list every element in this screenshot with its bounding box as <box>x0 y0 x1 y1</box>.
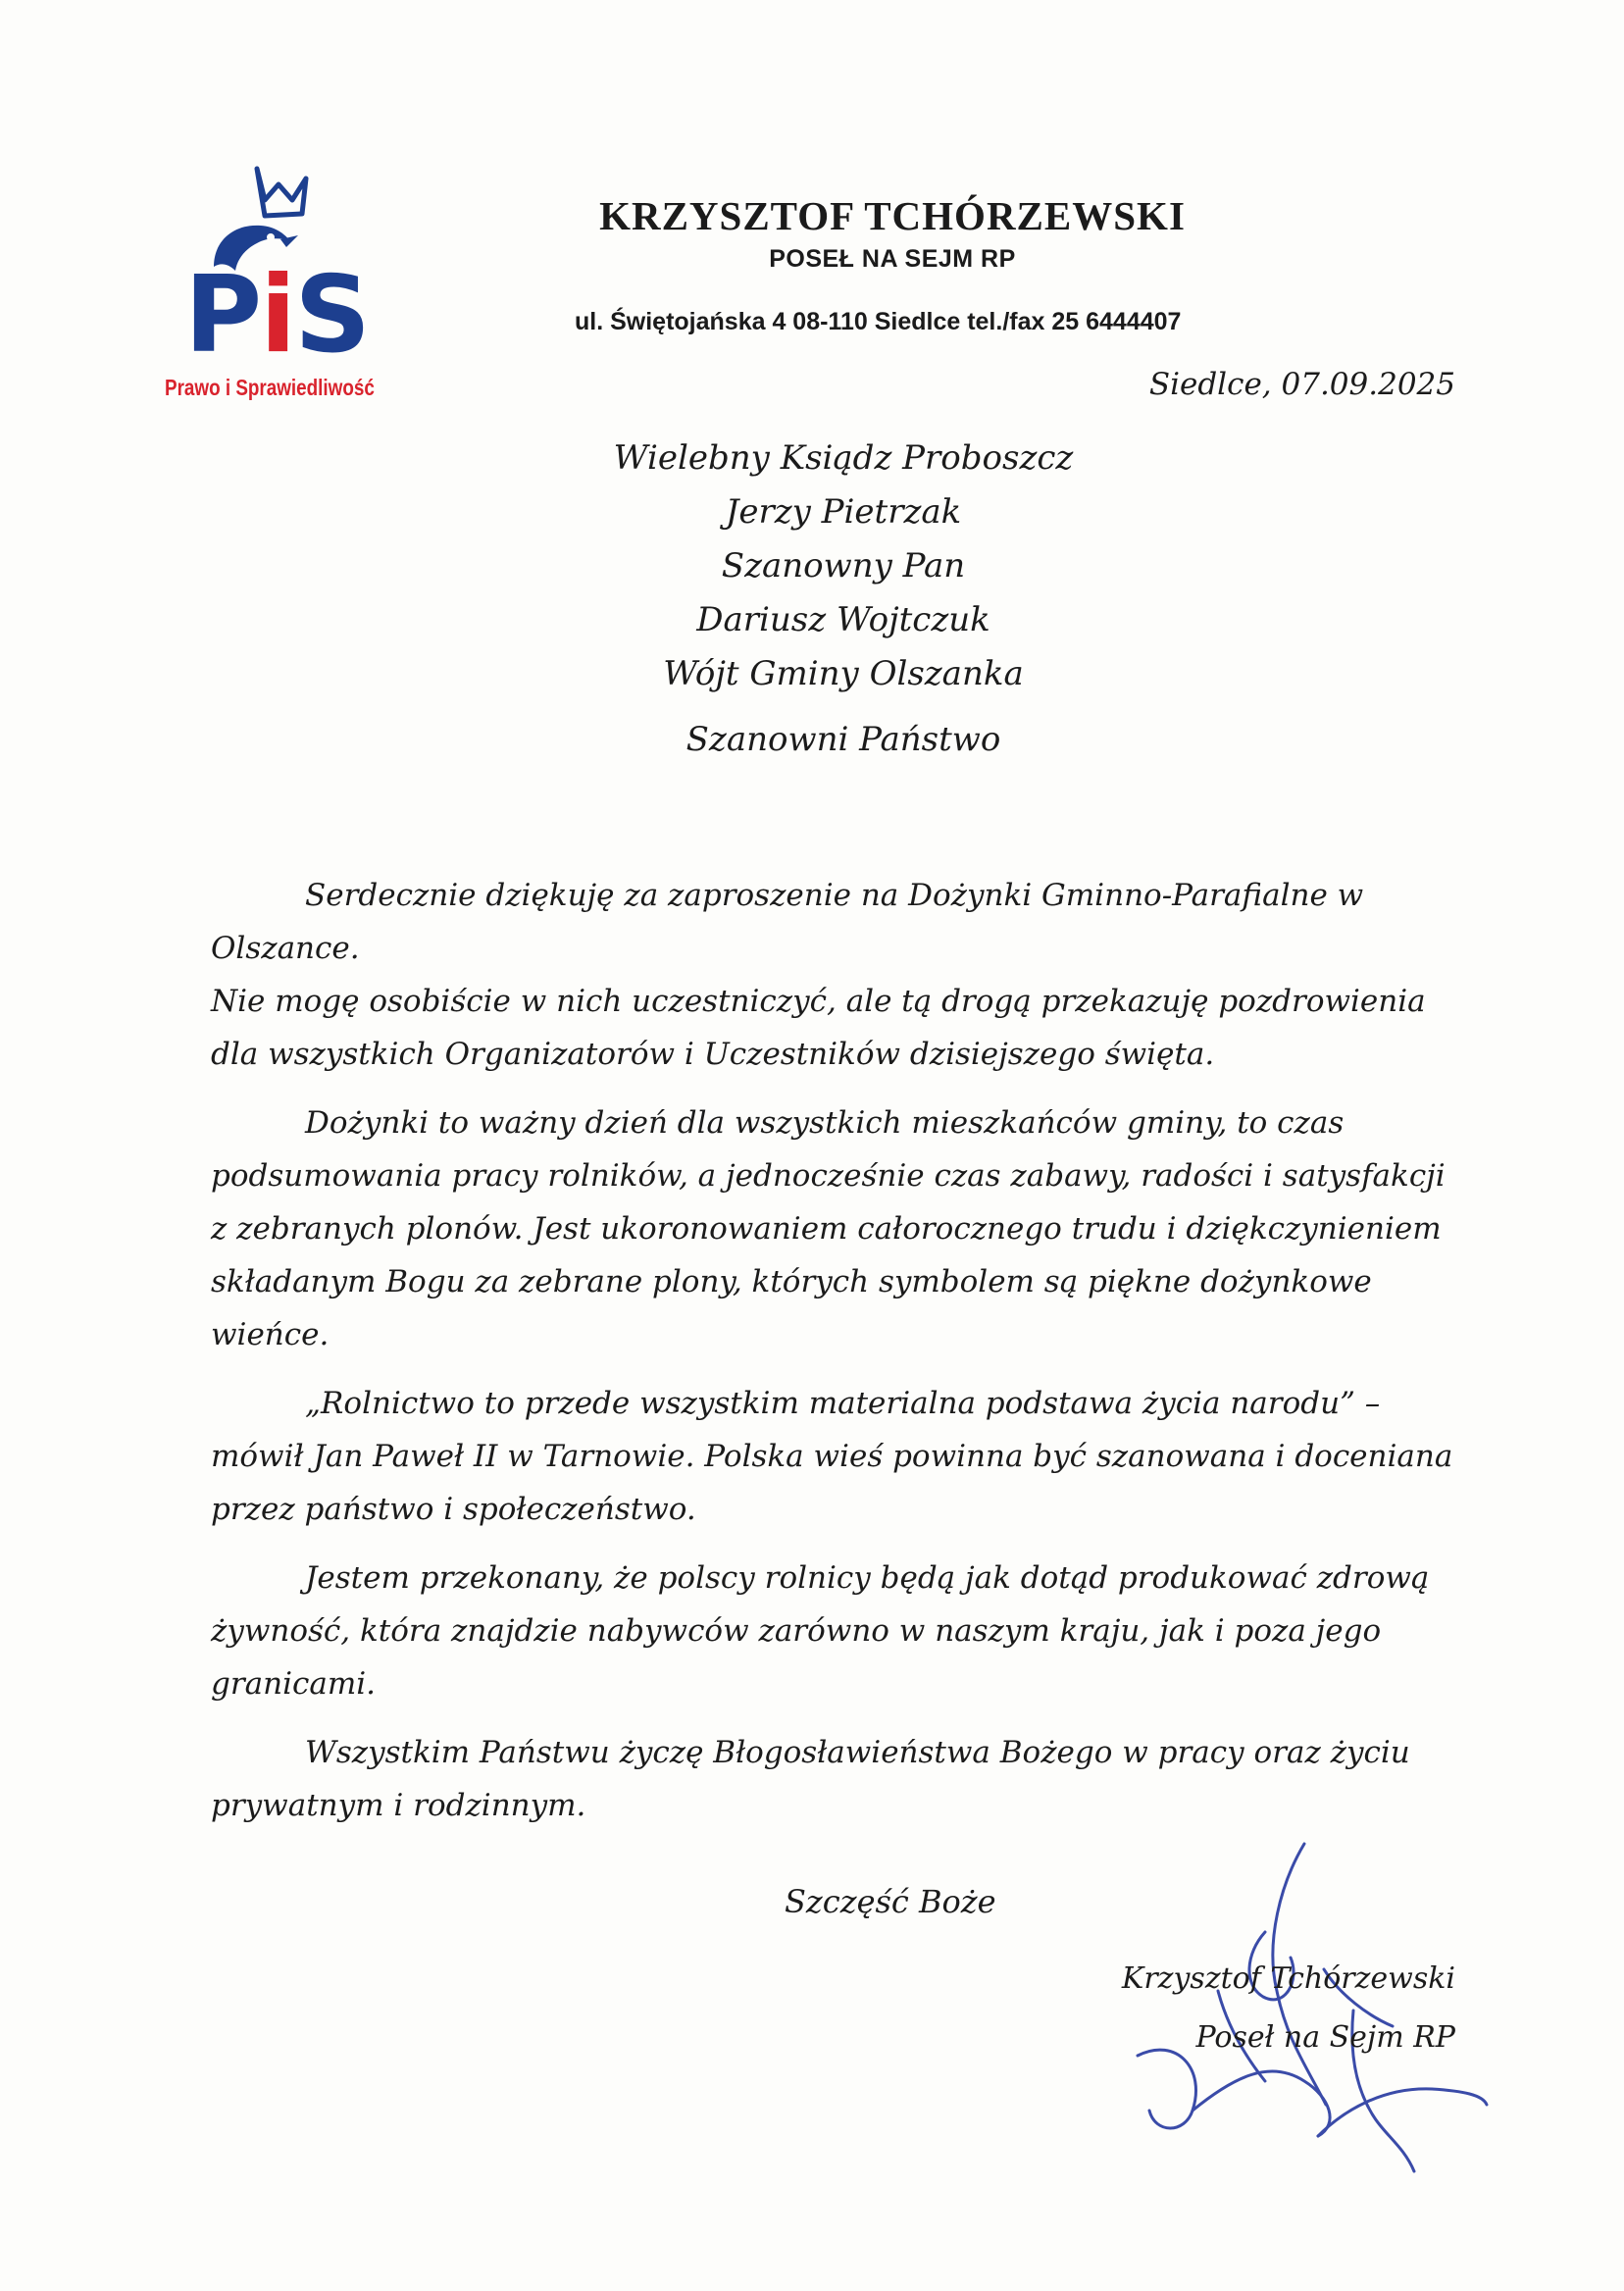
body-paragraph: Nie mogę osobiście w nich uczestniczyć, ale tą drogą przekazuję pozdrowienia dla wszystkich Organizatorów i Uczestników dzisiejszego święta. <box>211 984 1426 1072</box>
sender-address: ul. Świętojańska 4 08-110 Siedlce tel./fax 25 6444407 <box>575 308 1182 335</box>
addressee-line: Szanowny Pan <box>721 546 966 585</box>
addressee-line: Dariusz Wojtczuk <box>696 600 990 639</box>
logo-wordmark: PiS <box>184 254 369 377</box>
signatory-title: Poseł na Sejm RP <box>1195 2020 1455 2055</box>
body-paragraph: Wszystkim Państwu życzę Błogosławieństwa Bożego w pracy oraz życiu prywatnym i rodzinnym. <box>211 1735 1410 1823</box>
letter-body <box>211 869 1466 1848</box>
body-paragraph: Serdecznie dziękuję za zaproszenie na Dożynki Gminno-Parafialne w Olszance. <box>211 878 1364 966</box>
salutation: Szanowni Państwo <box>685 720 1001 759</box>
signatory-name: Krzysztof Tchórzewski <box>1121 1961 1455 1996</box>
addressee-line: Jerzy Pietrzak <box>725 492 962 532</box>
letter-date: Siedlce, 07.09.2025 <box>1148 367 1455 402</box>
body-paragraph: Jestem przekonany, że polscy rolnicy będą jak dotąd produkować zdrową żywność, która znajdzie nabywców zarówno w naszym kraju, jak i poza jego granicami. <box>211 1560 1430 1702</box>
sender-title: POSEŁ NA SEJM RP <box>769 245 1016 273</box>
body-paragraph: „Rolnictwo to przede wszystkim materialna podstawa życia narodu” – mówił Jan Paweł II w Tarnowie. Polska wieś powinna być szanowana i doceniana przez państwo i społeczeństwo. <box>211 1386 1453 1527</box>
logo-slogan: Prawo i Sprawiedliwość <box>165 375 375 400</box>
addressee-block <box>549 432 1138 701</box>
party-logo <box>157 157 392 412</box>
closing-phrase: Szczęść Boże <box>785 1883 996 1920</box>
handwritten-signature <box>1098 1824 1510 2197</box>
addressee-line: Wielebny Ksiądz Proboszcz <box>613 438 1074 478</box>
sender-name: KRZYSZTOF TCHÓRZEWSKI <box>599 193 1186 238</box>
body-paragraph: Dożynki to ważny dzień dla wszystkich mieszkańców gminy, to czas podsumowania pracy rolników, a jednocześnie czas zabawy, radości i satysfakcji z zebranych plonów. Jest ukoronowaniem całorocznego trudu i dziękczynieniem składanym Bogu za zebrane plony, których symbolem są piękne dożynkowe wieńce. <box>211 1105 1446 1352</box>
addressee-line: Wójt Gminy Olszanka <box>663 654 1024 693</box>
